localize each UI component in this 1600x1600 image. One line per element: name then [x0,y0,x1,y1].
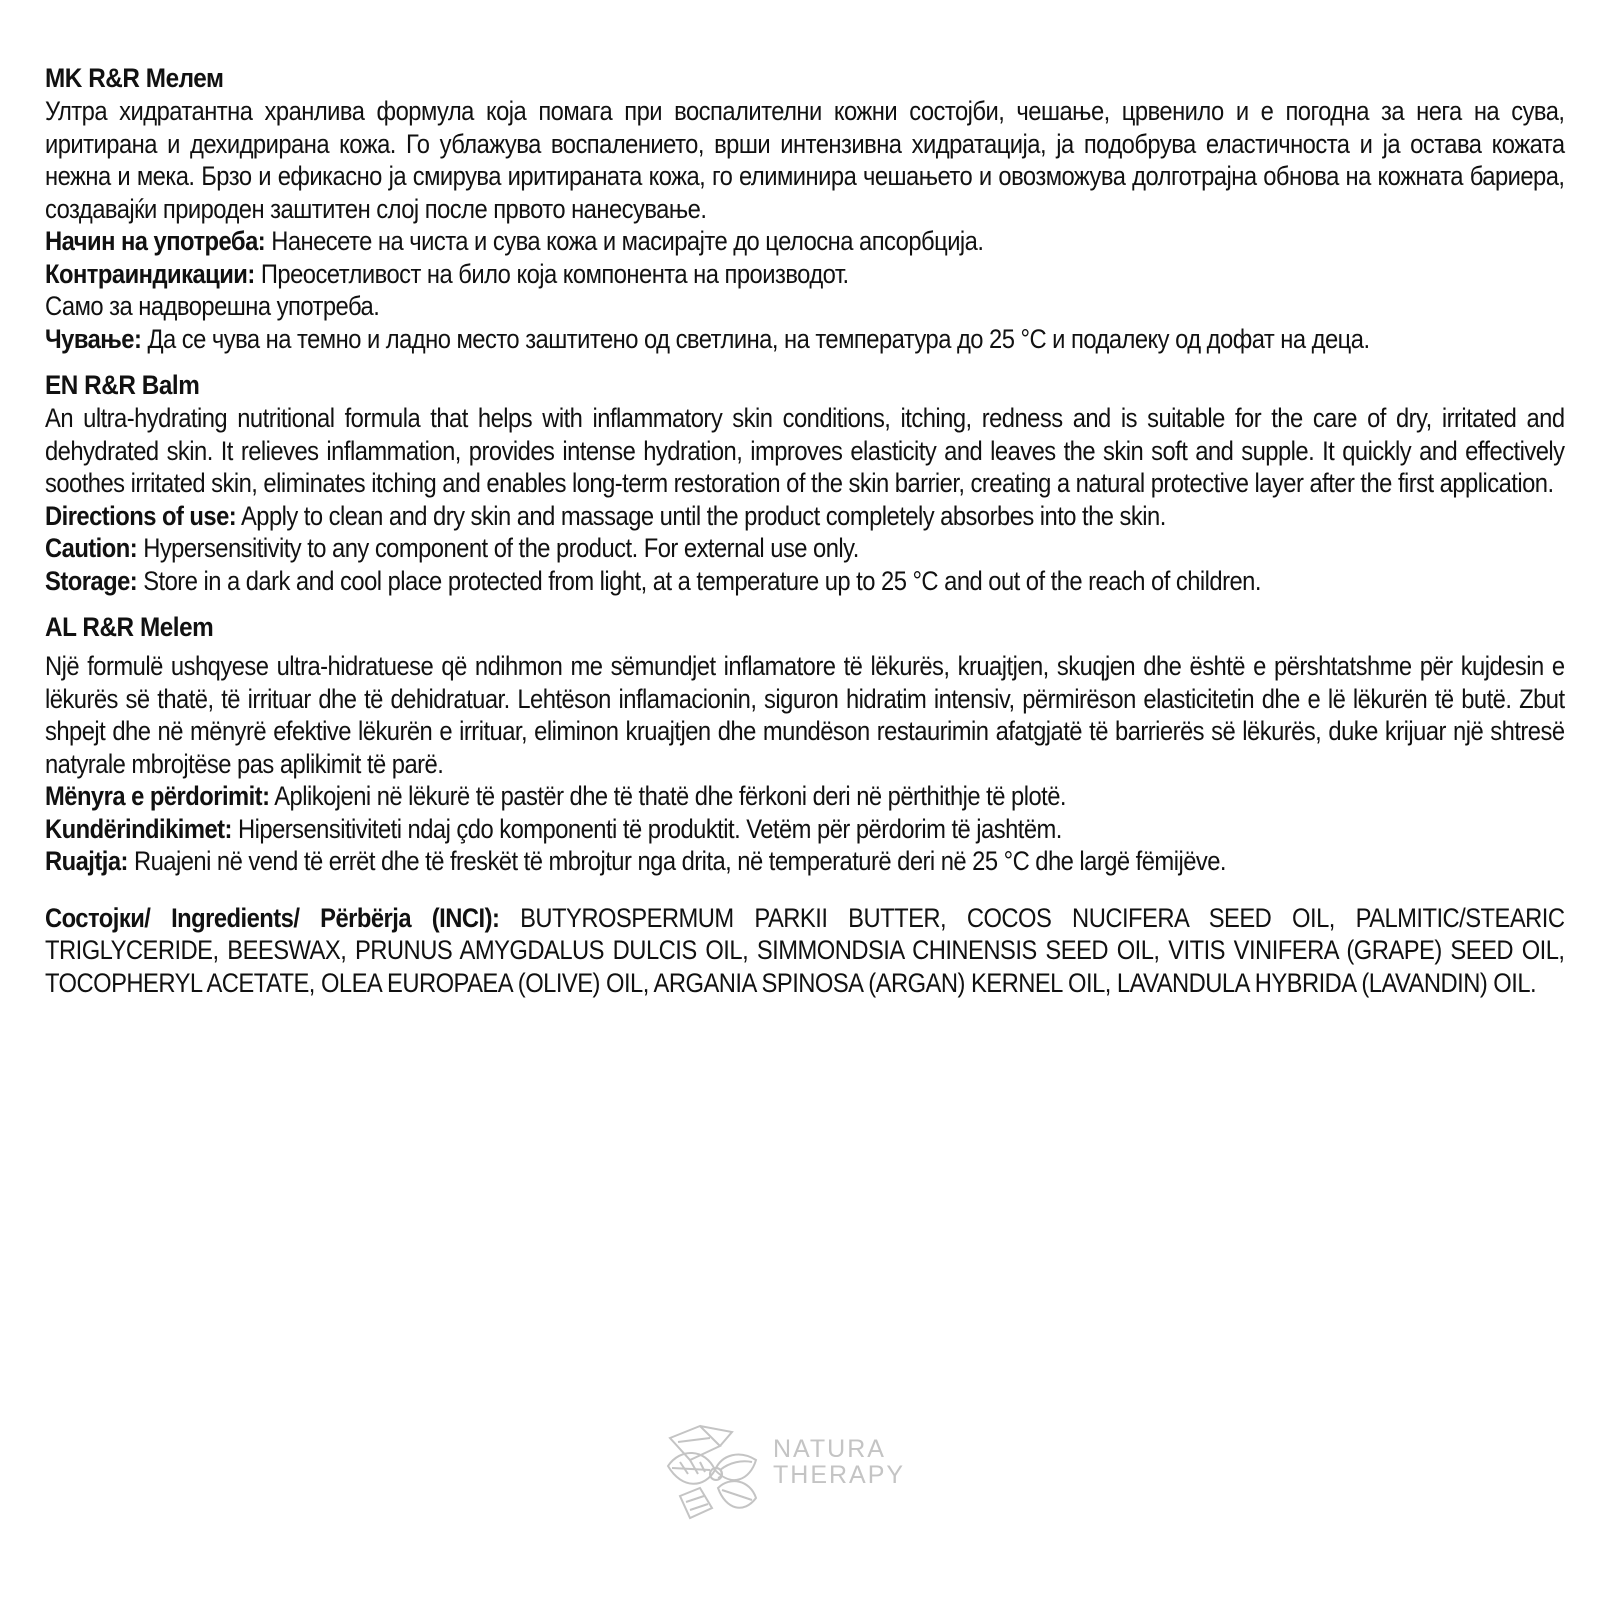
description-al: Një formulë ushqyese ultra-hidratuese që ndihmon me sëmundjet inflamatore të lëkurës, kruajtjen, skuqjen dhe është e përshtatshme për kujdesin e lëkurës së thatë, të irrituar dhe të dehidratuar. Lehtëson inflamacionin, siguron hidratim intensiv, përmirëson elasticitetin dhe e lë lëkurën të butë. Zbut shpejt dhe në mënyrë efektive lëkurën e irrituar, eliminon kruajtjen dhe mundëson restaurimin afatgjatë të barrierës së lëkurës, duke krijuar një shtresë natyrale mbrojtëse pas aplikimit të parë. [45,651,1565,779]
usage-label-al: Mënyra e përdorimit: [45,781,270,811]
usage-al [45,780,1565,813]
brand-wordmark [773,1436,905,1488]
leaf-hand-logo-icon [660,1418,770,1528]
contra-label-al: Kundërindikimet: [45,813,232,844]
section-mk [45,62,1565,355]
usage-label-en: Directions of use: [45,500,237,531]
caution-label-en: Caution: [45,533,138,563]
contra-text-al: Hipersensitiviteti ndaj çdo komponenti të produktit. Vetëm për përdorim të jashtëm. [231,813,1062,844]
ingredients-list: BUTYROSPERMUM PARKII BUTTER, COCOS NUCIFERA SEED OIL, PALMITIC/STEARIC TRIGLYCERIDE, BEESWAX, PRUNUS AMYGDALUS DULCIS OIL, SIMMONDSIA CHINENSIS SEED OIL, VITIS VINIFERA (GRAPE) SEED OIL, TOCOPHERYL ACETATE, OLEA EUROPAEA (OLIVE) OIL, ARGANIA SPINOSA (ARGAN) KERNEL OIL, LAVANDULA HYBRIDA (LAVANDIN) OIL. [45,902,1565,998]
storage-en [45,565,1565,598]
brand-name-line2: THERAPY [773,1461,906,1489]
caution-en [45,532,1565,565]
usage-mk [45,225,1565,258]
section-al [45,611,1565,878]
contra-text-mk: Преосетливост на било која компонента на производот. [254,258,849,289]
usage-text-al: Aplikojeni në lëkurë të pastër dhe të thatë dhe fërkoni deri në përthithje të plotë. [269,781,1066,811]
storage-text-mk: Да се чува на темно и ладно место заштитено од светлина, на температура до 25 °C и подалеку од дофат на деца. [141,323,1370,354]
usage-label-mk: Начин на употреба: [45,226,266,256]
storage-al [45,845,1565,878]
storage-label-mk: Чување: [45,323,142,354]
section-en [45,369,1565,597]
storage-mk [45,323,1565,356]
description-mk: Ултра хидратантна хранлива формула која помага при воспалителни кожни состојби, чешање, црвенило и е погодна за нега на сува, иритирана и дехидрирана кожа. Го ублажува воспалението, врши интензивна хидратација, ја подобрува еластичноста и ја остава кожата нежна и мека. Брзо и ефикасно ја смирува иритираната кожа, го елиминира чешањето и овозможува долготрајна обнова на кожната бариера, создавајќи природен заштитен слој после првото нанесување. [45,96,1565,224]
storage-text-en: Store in a dark and cool place protected from light, at a temperature up to 25 °C and out of the reach of children. [137,565,1261,596]
storage-label-al: Ruajtja: [45,846,128,876]
storage-label-en: Storage: [45,565,138,596]
brand-name-line1: NATURA [773,1435,886,1463]
label-document [45,62,1565,1013]
section-title-al: AL R&R Melem [45,612,214,642]
section-body-en [45,402,1565,597]
external-mk: Само за надворешна употреба. [45,291,380,321]
usage-en [45,500,1565,533]
caution-text-en: Hypersensitivity to any component of the product. For external use only. [137,533,859,563]
ingredients-text [45,902,1565,1000]
contra-al [45,813,1565,846]
description-en: An ultra-hydrating nutritional formula that helps with inflammatory skin conditions, itching, redness and is suitable for the care of dry, irritated and dehydrated skin. It relieves inflammation, provides intense hydration, improves elasticity and leaves the skin soft and supple. It quickly and effectively soothes irritated skin, eliminates itching and enables long-term restoration of the skin barrier, creating a natural protective layer after the first application. [45,403,1565,498]
storage-text-al: Ruajeni në vend të errët dhe të freskët të mbrojtur nga drita, në temperaturë deri në 25 °C dhe largë fëmijëve. [127,846,1227,876]
usage-text-en: Apply to clean and dry skin and massage until the product completely absorbes into the skin. [236,500,1166,531]
section-title-mk: MK R&R Мелем [45,63,224,93]
contra-mk [45,258,1565,291]
section-title-en: EN R&R Balm [45,370,200,400]
section-body-al [45,650,1565,878]
usage-text-mk: Нанесете на чиста и сува кожа и масирајте до целосна апсорбција. [265,226,984,256]
ingredients-label: Состојки/ Ingredients/ Përbërja (INCI): [45,902,500,933]
section-ingredients [45,902,1565,1000]
ingredients-body [45,902,1565,1000]
section-body-mk [45,95,1565,355]
contra-label-mk: Контраиндикации: [45,258,255,289]
